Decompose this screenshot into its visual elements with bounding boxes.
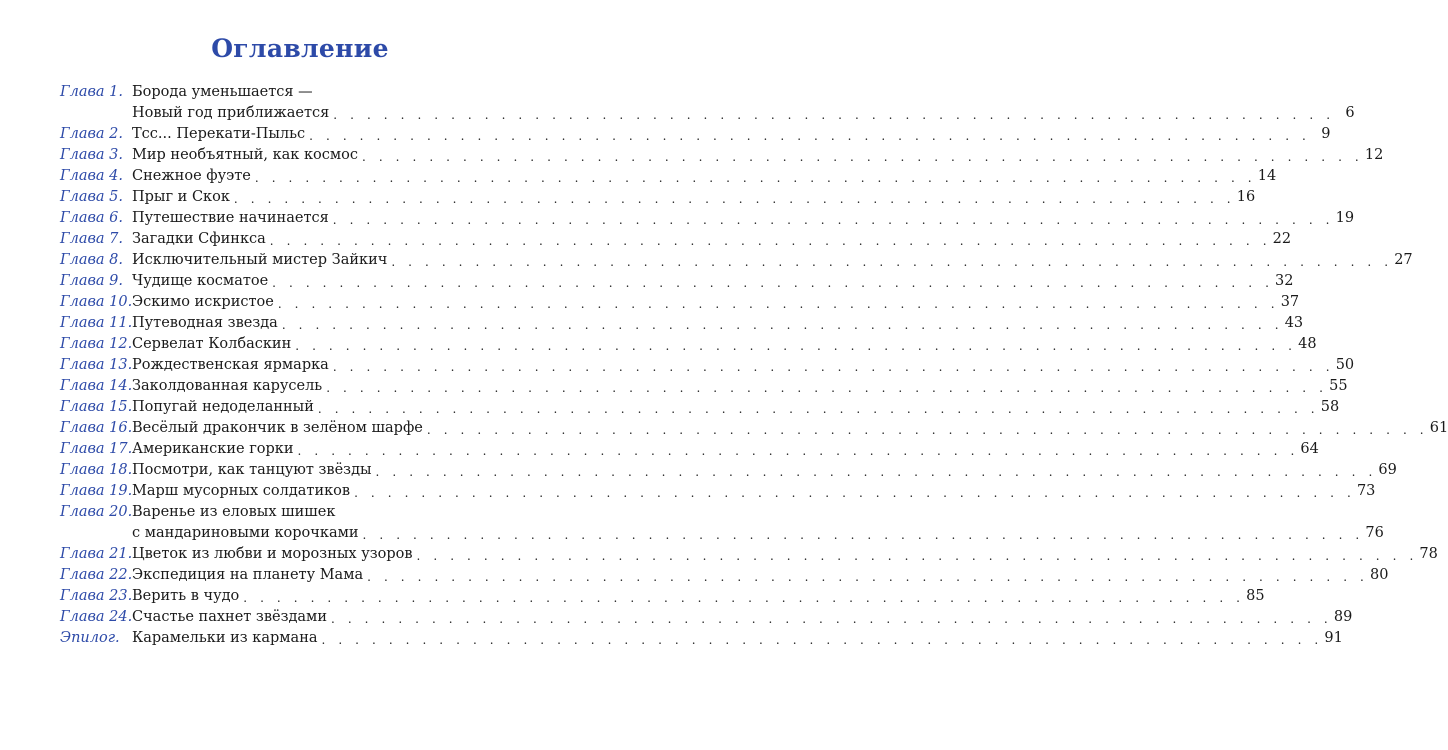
- toc-entry[interactable]: [60, 544, 1438, 565]
- chapter-label: Глава 14.: [60, 378, 133, 394]
- chapter-label: Глава 12.: [60, 336, 133, 352]
- chapter-label: Глава 6.: [60, 210, 124, 226]
- toc-entry[interactable]: [60, 292, 1300, 313]
- dot-leader: . . . . . . . . . . . . . . . . . . . . . . . . . . . . . . . . . . . . . . . . . . . . . . . . . . . . . . . . . . . .: [254, 171, 1257, 185]
- toc-entry[interactable]: [60, 460, 1397, 481]
- page-number: 48: [1298, 336, 1317, 352]
- toc-entry[interactable]: [60, 187, 1256, 208]
- toc-entry[interactable]: [60, 82, 1355, 124]
- page-number: 50: [1335, 357, 1355, 373]
- page-number: 69: [1378, 462, 1397, 478]
- page-number: 6: [1345, 105, 1355, 121]
- chapter-label: Глава 19.: [60, 483, 133, 499]
- dot-leader: . . . . . . . . . . . . . . . . . . . . . . . . . . . . . . . . . . . . . . . . . . . . . . . . . . . . . . . . . . . .: [367, 570, 1369, 584]
- toc-entry-line: [60, 460, 1397, 481]
- dot-leader: . . . . . . . . . . . . . . . . . . . . . . . . . . . . . . . . . . . . . . . . . . . . . . . . . . . . . . . . . . . .: [243, 591, 1245, 605]
- chapter-title: Посмотри, как танцуют звёзды: [132, 462, 372, 478]
- page-number: 85: [1246, 588, 1265, 604]
- toc-entry-line: [60, 376, 1348, 397]
- chapter-title: Марш мусорных солдатиков: [132, 483, 351, 499]
- toc-entry[interactable]: [60, 418, 1448, 439]
- chapter-label: Глава 24.: [60, 609, 133, 625]
- chapter-title: Борода уменьшается —: [132, 84, 313, 100]
- page-number: 73: [1356, 483, 1376, 499]
- dot-leader: . . . . . . . . . . . . . . . . . . . . . . . . . . . . . . . . . . . . . . . . . . . . . . . . . . . . . . . . . . . .: [309, 129, 1311, 143]
- toc-entry-line: [60, 334, 1317, 355]
- chapter-title: Чудище косматое: [132, 273, 269, 289]
- page-number: 61: [1429, 420, 1448, 436]
- page-number: 9: [1321, 126, 1331, 142]
- toc-entry[interactable]: [60, 334, 1317, 355]
- toc-entry-line: [60, 418, 1448, 439]
- toc-entry-line: [60, 607, 1353, 628]
- dot-leader: . . . . . . . . . . . . . . . . . . . . . . . . . . . . . . . . . . . . . . . . . . . . . . . . . . . . . . . . . . . .: [321, 633, 1323, 647]
- chapter-label: Глава 2.: [60, 126, 124, 142]
- toc-entry[interactable]: [60, 166, 1277, 187]
- dot-leader: . . . . . . . . . . . . . . . . . . . . . . . . . . . . . . . . . . . . . . . . . . . . . . . . . . . . . . . . . . . .: [233, 192, 1236, 206]
- toc-entry-line: [60, 124, 1331, 145]
- toc-entry[interactable]: [60, 439, 1319, 460]
- page-number: 55: [1329, 378, 1348, 394]
- chapter-title: Карамельки из кармана: [132, 630, 318, 646]
- page-number: 32: [1275, 273, 1294, 289]
- chapter-title: Цветок из любви и морозных узоров: [132, 546, 413, 562]
- page-number: 27: [1394, 252, 1413, 268]
- chapter-label: Эпилог.: [60, 630, 120, 646]
- page-title: Оглавление: [211, 34, 389, 63]
- toc-entry-line: [60, 544, 1438, 565]
- chapter-title: Мир необъятный, как космос: [132, 147, 359, 163]
- toc-entry[interactable]: [60, 586, 1265, 607]
- toc-entry[interactable]: [60, 355, 1355, 376]
- toc-entry[interactable]: [60, 124, 1331, 145]
- chapter-label: Глава 4.: [60, 168, 124, 184]
- toc-entry-line: [60, 82, 497, 103]
- toc-entry[interactable]: [60, 145, 1384, 166]
- dot-leader: . . . . . . . . . . . . . . . . . . . . . . . . . . . . . . . . . . . . . . . . . . . . . . . . . . . . . . . . . . . .: [416, 549, 1418, 563]
- chapter-label: Глава 11.: [60, 315, 133, 331]
- chapter-label: Глава 13.: [60, 357, 133, 373]
- toc-entry-line: [60, 481, 1376, 502]
- toc-entry[interactable]: [60, 229, 1292, 250]
- dot-leader: . . . . . . . . . . . . . . . . . . . . . . . . . . . . . . . . . . . . . . . . . . . . . . . . . . . . . . . . . . . .: [362, 150, 1364, 164]
- dot-leader: . . . . . . . . . . . . . . . . . . . . . . . . . . . . . . . . . . . . . . . . . . . . . . . . . . . . . . . . . . . .: [375, 465, 1377, 479]
- chapter-title: Сервелат Колбаскин: [132, 336, 292, 352]
- dot-leader: . . . . . . . . . . . . . . . . . . . . . . . . . . . . . . . . . . . . . . . . . . . . . . . . . . . . . . . . . . . .: [391, 255, 1393, 269]
- page-number: 43: [1284, 315, 1304, 331]
- chapter-title: Снежное фуэте: [132, 168, 251, 184]
- page-number: 37: [1280, 294, 1300, 310]
- chapter-title: Тсс... Перекати-Пыльс: [132, 126, 306, 142]
- chapter-title: с мандариновыми корочками: [132, 525, 359, 541]
- dot-leader: . . . . . . . . . . . . . . . . . . . . . . . . . . . . . . . . . . . . . . . . . . . . . . . . . . . . . . . . . . . .: [332, 360, 1335, 374]
- chapter-label: Глава 17.: [60, 441, 133, 457]
- chapter-title: Рождественская ярмарка: [132, 357, 329, 373]
- chapter-label: Глава 15.: [60, 399, 133, 415]
- page-number: 22: [1272, 231, 1292, 247]
- page-number: 14: [1257, 168, 1277, 184]
- dot-leader: . . . . . . . . . . . . . . . . . . . . . . . . . . . . . . . . . . . . . . . . . . . . . . . . . . . . . . . . . . . .: [269, 234, 1272, 248]
- page-number: 76: [1365, 525, 1384, 541]
- dot-leader: . . . . . . . . . . . . . . . . . . . . . . . . . . . . . . . . . . . . . . . . . . . . . . . . . . . . . . . . . . . .: [326, 381, 1328, 395]
- toc-entry-line: [60, 166, 1277, 187]
- toc-entry-line: [60, 292, 1300, 313]
- dot-leader: . . . . . . . . . . . . . . . . . . . . . . . . . . . . . . . . . . . . . . . . . . . . . . . . . . . . . . . . . . . .: [272, 276, 1274, 290]
- chapter-title: Исключительный мистер Зайкич: [132, 252, 388, 268]
- chapter-label: Глава 3.: [60, 147, 124, 163]
- chapter-title: Загадки Сфинкса: [132, 231, 266, 247]
- toc-entry-line: [60, 271, 1294, 292]
- dot-leader: . . . . . . . . . . . . . . . . . . . . . . . . . . . . . . . . . . . . . . . . . . . . . . . . . . . . . . . . . . . .: [354, 486, 1356, 500]
- toc-entry-continuation: [60, 523, 1384, 544]
- page-number: 80: [1370, 567, 1389, 583]
- toc-entry-line: [60, 145, 1384, 166]
- chapter-label: Глава 9.: [60, 273, 124, 289]
- toc-entry-line: [60, 187, 1256, 208]
- chapter-label: Глава 7.: [60, 231, 124, 247]
- toc-entry[interactable]: [60, 565, 1389, 586]
- chapter-title: Варенье из еловых шишек: [132, 504, 336, 520]
- chapter-label: Глава 1.: [60, 84, 124, 100]
- dot-leader: . . . . . . . . . . . . . . . . . . . . . . . . . . . . . . . . . . . . . . . . . . . . . . . . . . . . . . . . . . . .: [331, 612, 1333, 626]
- dot-leader: . . . . . . . . . . . . . . . . . . . . . . . . . . . . . . . . . . . . . . . . . . . . . . . . . . . . . . . . . . . .: [295, 339, 1297, 353]
- toc-entry[interactable]: [60, 376, 1348, 397]
- dot-leader: . . . . . . . . . . . . . . . . . . . . . . . . . . . . . . . . . . . . . . . . . . . . . . . . . . . . . . . . . . . .: [317, 402, 1320, 416]
- chapter-title: Путеводная звезда: [132, 315, 278, 331]
- toc-entry-line: [60, 229, 1292, 250]
- page-number: 12: [1364, 147, 1384, 163]
- toc-entry-line: [60, 313, 1304, 334]
- toc-entry-line: [60, 628, 1343, 649]
- dot-leader: . . . . . . . . . . . . . . . . . . . . . . . . . . . . . . . . . . . . . . . . . . . . . . . . . . . . . . . . . . . .: [277, 297, 1280, 311]
- chapter-label: Глава 10.: [60, 294, 133, 310]
- toc-entry-line: [60, 397, 1340, 418]
- toc-entry-line: [60, 502, 497, 523]
- toc-entry[interactable]: [60, 397, 1340, 418]
- chapter-title: Счастье пахнет звёздами: [132, 609, 327, 625]
- page-number: 78: [1419, 546, 1438, 562]
- page-number: 64: [1300, 441, 1319, 457]
- toc-entry-line: [60, 586, 1265, 607]
- toc-entry[interactable]: [60, 628, 1343, 649]
- toc-entry[interactable]: [60, 250, 1413, 271]
- page-number: 58: [1320, 399, 1340, 415]
- toc-entry-line: [60, 355, 1355, 376]
- chapter-title: Весёлый дракончик в зелёном шарфе: [132, 420, 423, 436]
- chapter-label: Глава 16.: [60, 420, 133, 436]
- chapter-title: Экспедиция на планету Мама: [132, 567, 364, 583]
- table-of-contents: [60, 82, 1448, 649]
- page-number: 89: [1333, 609, 1353, 625]
- dot-leader: . . . . . . . . . . . . . . . . . . . . . . . . . . . . . . . . . . . . . . . . . . . . . . . . . . . . . . . . . . . .: [362, 528, 1364, 542]
- toc-entry[interactable]: [60, 607, 1353, 628]
- chapter-title: Верить в чудо: [132, 588, 240, 604]
- page-number: 91: [1324, 630, 1343, 646]
- chapter-label: Глава 21.: [60, 546, 133, 562]
- toc-entry-continuation: [60, 103, 1355, 124]
- chapter-title: Эскимо искристое: [132, 294, 274, 310]
- chapter-label: Глава 18.: [60, 462, 133, 478]
- toc-entry[interactable]: [60, 271, 1294, 292]
- toc-entry-line: [60, 565, 1389, 586]
- chapter-label: Глава 20.: [60, 504, 133, 520]
- chapter-title: Прыг и Скок: [132, 189, 230, 205]
- chapter-label: Глава 22.: [60, 567, 133, 583]
- dot-leader: . . . . . . . . . . . . . . . . . . . . . . . . . . . . . . . . . . . . . . . . . . . . . . . . . . . . . . . . . . . .: [333, 108, 1335, 122]
- dot-leader: . . . . . . . . . . . . . . . . . . . . . . . . . . . . . . . . . . . . . . . . . . . . . . . . . . . . . . . . . . . .: [281, 318, 1284, 332]
- dot-leader: . . . . . . . . . . . . . . . . . . . . . . . . . . . . . . . . . . . . . . . . . . . . . . . . . . . . . . . . . . . .: [332, 213, 1335, 227]
- toc-entry[interactable]: [60, 502, 1384, 544]
- chapter-title: Новый год приближается: [132, 105, 330, 121]
- page-number: 16: [1236, 189, 1256, 205]
- toc-entry[interactable]: [60, 313, 1304, 334]
- chapter-label: Глава 23.: [60, 588, 133, 604]
- toc-entry[interactable]: [60, 481, 1376, 502]
- chapter-label: Глава 8.: [60, 252, 124, 268]
- toc-entry-line: [60, 250, 1413, 271]
- chapter-title: Попугай недоделанный: [132, 399, 314, 415]
- chapter-title: Заколдованная карусель: [132, 378, 323, 394]
- dot-leader: . . . . . . . . . . . . . . . . . . . . . . . . . . . . . . . . . . . . . . . . . . . . . . . . . . . . . . . . . . . .: [297, 444, 1299, 458]
- toc-entry-line: [60, 439, 1319, 460]
- chapter-title: Путешествие начинается: [132, 210, 329, 226]
- chapter-title: Американские горки: [132, 441, 294, 457]
- toc-entry[interactable]: [60, 208, 1355, 229]
- dot-leader: . . . . . . . . . . . . . . . . . . . . . . . . . . . . . . . . . . . . . . . . . . . . . . . . . . . . . . . . . . . .: [426, 423, 1429, 437]
- chapter-label: Глава 5.: [60, 189, 124, 205]
- toc-entry-line: [60, 208, 1355, 229]
- page-number: 19: [1335, 210, 1355, 226]
